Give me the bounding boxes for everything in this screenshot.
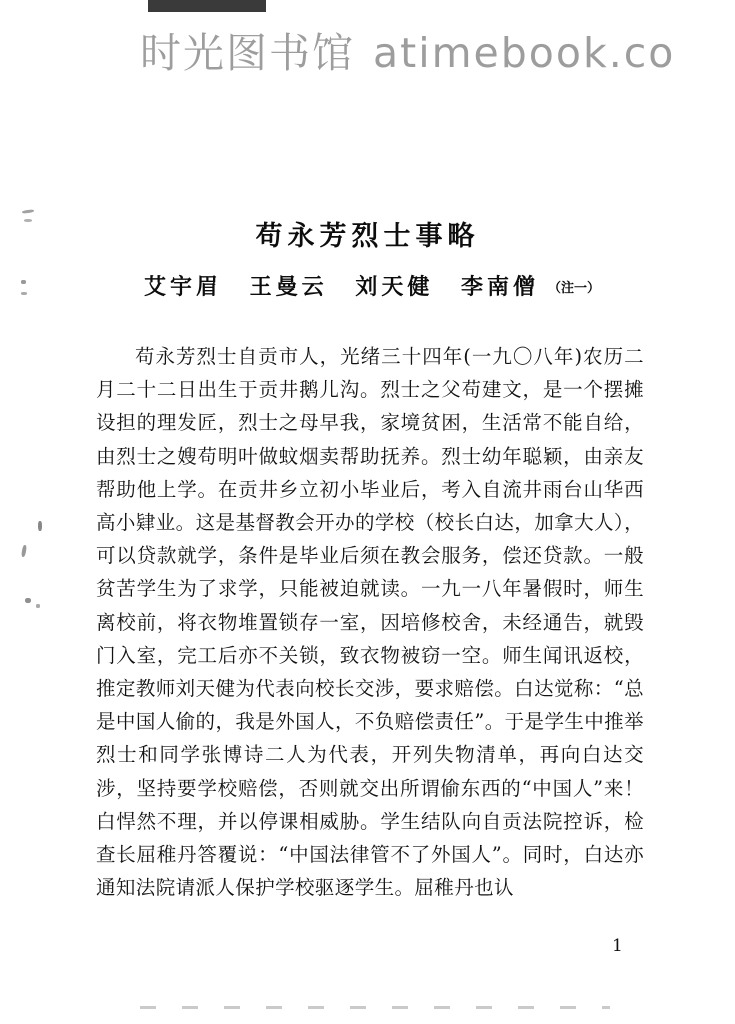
scan-speckle <box>36 604 40 608</box>
byline <box>0 270 735 301</box>
page-number: 1 <box>612 936 623 956</box>
bottom-edge-artifact <box>140 1006 610 1009</box>
author-name: 李南僧 <box>461 274 540 300</box>
author-name: 王曼云 <box>249 274 328 300</box>
watermark-text-latin: atimebook.co <box>373 29 676 77</box>
author-name: 刘天健 <box>355 274 434 300</box>
scan-speckle <box>25 598 31 603</box>
page-title: 苟永芳烈士事略 <box>255 221 480 253</box>
scan-speckle <box>38 521 42 531</box>
author-name: 艾宇眉 <box>143 274 222 300</box>
body-paragraph: 苟永芳烈士自贡市人，光绪三十四年(一九〇八年)农历二月二十二日出生于贡井鹅儿沟。烈士之父苟建文，是一个摆摊设担的理发匠，烈士之母早我，家境贫困，生活常不能自给，由烈士之嫂苟明叶做蚊烟卖帮助抚养。烈士幼年聪颖，由亲友帮助他上学。在贡井乡立初小毕业后，考入自流井雨台山华西高小肄业。这是基督教会开办的学校（校长白达，加拿大人），可以贷款就学，条件是毕业后须在教会服务，偿还贷款。一般贫苦学生为了求学，只能被迫就读。一九一八年暑假时，师生离校前，将衣物堆置锁存一室，因培修校舍，未经通告，就毁门入室，完工后亦不关锁，致衣物被窃一空。师生闻讯返校，推定教师刘天健为代表向校长交涉，要求赔偿。白达觉称：“总是中国人偷的，我是外国人，不负赔偿责任”。于是学生中推举烈士和同学张博诗二人为代表，开列失物清单，再向白达交涉，坚持要学校赔偿，否则就交出所谓偷东西的“中国人”来！白悍然不理，并以停课相威胁。学生结队向自贡法院控诉，检查长屈稚丹答覆说：“中国法律管不了外国人”。同时，白达亦通知法院请派人保护学校驱逐学生。屈稚丹也认 <box>96 345 644 900</box>
watermark-text-chinese: 时光图书馆 <box>140 29 355 77</box>
author-footnote-marker: （注一） <box>548 281 601 296</box>
body-text <box>96 340 644 904</box>
scan-speckle <box>21 545 27 558</box>
